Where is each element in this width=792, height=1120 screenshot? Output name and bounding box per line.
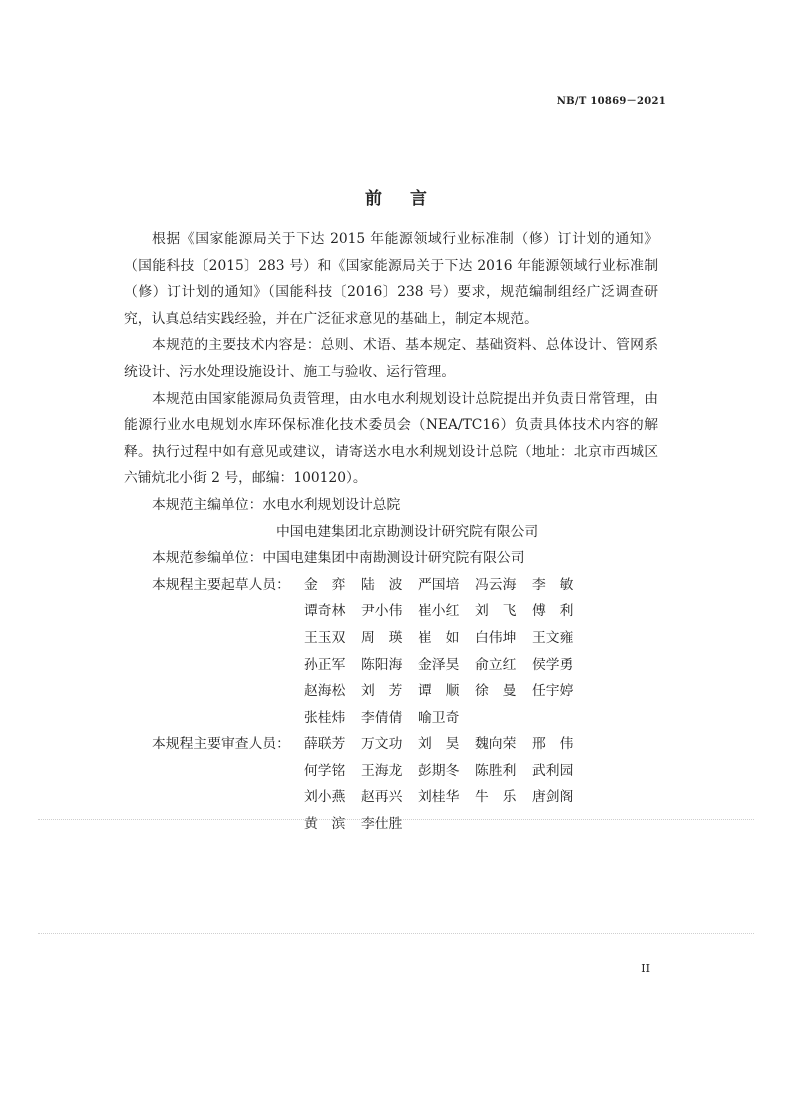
reviewers-row: [124, 731, 658, 758]
person-name: 周 瑛: [361, 629, 403, 646]
person-name: 孙正军: [304, 656, 346, 673]
drafters-row: [124, 572, 658, 599]
person-name: 刘 昊: [418, 736, 460, 753]
participating-unit-name: 中国电建集团中南勘测设计研究院有限公司: [262, 550, 525, 567]
page-number: II: [641, 962, 650, 975]
person-name: 魏向荣: [475, 736, 517, 753]
person-name: 傅 利: [532, 603, 574, 620]
drafters-row: [124, 652, 658, 679]
person-name: 谭奇林: [304, 603, 346, 620]
person-name: 王海龙: [361, 762, 403, 779]
person-name: 武利园: [532, 762, 574, 779]
person-name: 喻卫奇: [418, 709, 460, 726]
paragraph-management: 本规范由国家能源局负责管理，由水电水利规划设计总院提出并负责日常管理，由能源行业水电规划水库环保标准化技术委员会（NEA/TC16）负责具体技术内容的解释。执行过程中如有意见或建议，请寄送水电水利规划设计总院（地址：北京市西城区六铺炕北小街 2 号，邮编：100120）。: [124, 390, 658, 487]
participating-unit-row: [124, 545, 658, 572]
person-name: 俞立红: [475, 656, 517, 673]
person-name: 任宇婷: [532, 683, 574, 700]
person-name: 牛 乐: [475, 789, 517, 806]
person-name: 冯云海: [475, 576, 517, 593]
person-name: 侯学勇: [532, 656, 574, 673]
page-title: 前言: [365, 189, 455, 209]
reviewers-row: [124, 811, 658, 838]
person-name: 白伟坤: [475, 629, 517, 646]
person-name: 徐 曼: [475, 683, 517, 700]
person-name: 刘 芳: [361, 683, 403, 700]
person-name: 严国培: [418, 576, 460, 593]
person-name: 张桂炜: [304, 709, 346, 726]
participating-unit-label: 本规范参编单位：: [152, 550, 263, 567]
standard-code: NB/T 10869－2021: [556, 96, 666, 107]
chief-unit-row: [124, 492, 658, 519]
person-name: 金泽昊: [418, 656, 460, 673]
drafters-row: [124, 678, 658, 705]
person-name: 王玉双: [304, 629, 346, 646]
person-name: 陆 波: [361, 576, 403, 593]
person-name: 谭 顺: [418, 683, 460, 700]
person-name: 尹小伟: [361, 603, 403, 620]
drafters-row: [124, 598, 658, 625]
document-body: [124, 226, 658, 838]
drafters-row: [124, 625, 658, 652]
chief-unit-row: [124, 519, 658, 546]
person-name: 刘桂华: [418, 789, 460, 806]
person-name: 刘小燕: [304, 789, 346, 806]
chief-unit-label: 本规范主编单位：: [152, 496, 263, 513]
reviewers-label: 本规程主要审查人员：: [152, 736, 290, 753]
paragraph-content: 本规范的主要技术内容是：总则、术语、基本规定、基础资料、总体设计、管网系统设计、污水处理设施设计、施工与验收、运行管理。: [124, 337, 658, 380]
person-name: 陈阳海: [361, 656, 403, 673]
drafters-label: 本规程主要起草人员：: [152, 576, 290, 593]
person-name: 崔小红: [418, 603, 460, 620]
drafters-row: [124, 705, 658, 732]
person-name: 彭期冬: [418, 762, 460, 779]
person-name: 王文雍: [532, 629, 574, 646]
person-name: 黄 滨: [304, 816, 346, 833]
person-name: 崔 如: [418, 629, 460, 646]
person-name: 邢 伟: [532, 736, 574, 753]
person-name: 李倩倩: [361, 709, 403, 726]
person-name: 李 敏: [532, 576, 574, 593]
person-name: 陈胜利: [475, 762, 517, 779]
person-name: 万文功: [361, 736, 403, 753]
person-name: 金 弈: [304, 576, 346, 593]
paragraph-basis: 根据《国家能源局关于下达 2015 年能源领域行业标准制（修）订计划的通知》（国能科技〔2015〕283 号）和《国家能源局关于下达 2016 年能源领域行业标准制（修）订计划的通知》（国能科技〔2016〕238 号）要求，规范编制组经广泛调查研究，认真总结实践经验，并在广泛征求意见的基础上，制定本规范。: [124, 231, 658, 327]
person-name: 薛联芳: [304, 736, 346, 753]
dotted-divider: [38, 819, 754, 820]
person-name: 李仕胜: [361, 816, 403, 833]
chief-unit-name: 中国电建集团北京勘测设计研究院有限公司: [276, 523, 539, 540]
person-name: 赵再兴: [361, 789, 403, 806]
reviewers-row: [124, 784, 658, 811]
reviewers-row: [124, 758, 658, 785]
person-name: 刘 飞: [475, 603, 517, 620]
person-name: 赵海松: [304, 683, 346, 700]
person-name: 唐剑阁: [532, 789, 574, 806]
dotted-divider: [38, 933, 754, 934]
person-name: 何学铭: [304, 762, 346, 779]
chief-unit-name: 水电水利规划设计总院: [262, 496, 401, 513]
